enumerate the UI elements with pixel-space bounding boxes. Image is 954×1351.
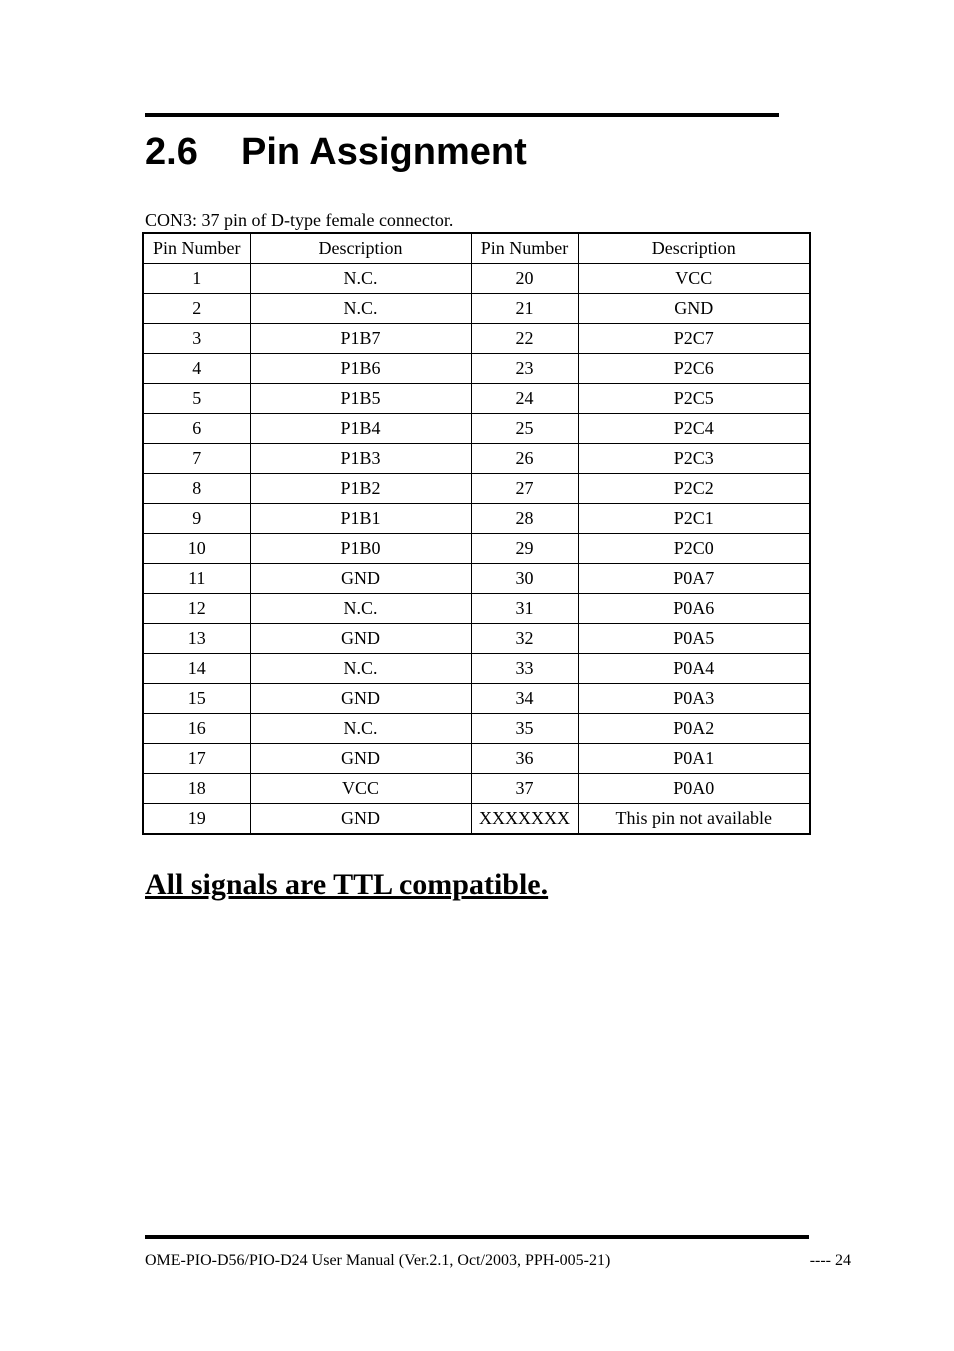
cell-pin-right: 21 [471, 294, 578, 324]
cell-pin-left: 9 [143, 504, 250, 534]
cell-desc-right: This pin not available [578, 804, 810, 835]
cell-desc-left: P1B2 [250, 474, 471, 504]
table-row [143, 324, 810, 354]
table-row [143, 624, 810, 654]
cell-desc-right: P0A1 [578, 744, 810, 774]
table-row [143, 654, 810, 684]
header-description-left: Description [250, 233, 471, 264]
cell-desc-left: VCC [250, 774, 471, 804]
section-number: 2.6 [145, 131, 198, 173]
cell-pin-right: 37 [471, 774, 578, 804]
cell-pin-right: 32 [471, 624, 578, 654]
table-row [143, 534, 810, 564]
cell-desc-right: P0A3 [578, 684, 810, 714]
cell-desc-left: P1B3 [250, 444, 471, 474]
cell-pin-left: 6 [143, 414, 250, 444]
header-description-right: Description [578, 233, 810, 264]
cell-pin-right: 31 [471, 594, 578, 624]
section-title: Pin Assignment [241, 131, 527, 173]
cell-pin-left: 15 [143, 684, 250, 714]
cell-desc-right: P0A0 [578, 774, 810, 804]
cell-desc-left: GND [250, 744, 471, 774]
table-row [143, 714, 810, 744]
footer-manual-title: OME-PIO-D56/PIO-D24 User Manual (Ver.2.1, Oct/2003, PPH-005-21) [145, 1252, 611, 1269]
cell-desc-left: GND [250, 684, 471, 714]
cell-pin-right: 36 [471, 744, 578, 774]
cell-pin-right: 26 [471, 444, 578, 474]
pin-assignment-table [142, 232, 811, 835]
table-header-row [143, 233, 810, 264]
table-row [143, 504, 810, 534]
cell-desc-right: P2C5 [578, 384, 810, 414]
cell-pin-right: 33 [471, 654, 578, 684]
cell-pin-left: 18 [143, 774, 250, 804]
cell-desc-left: N.C. [250, 714, 471, 744]
cell-pin-left: 3 [143, 324, 250, 354]
header-pin-number-left: Pin Number [143, 233, 250, 264]
cell-pin-right: XXXXXXX [471, 804, 578, 835]
cell-pin-left: 4 [143, 354, 250, 384]
table-row [143, 354, 810, 384]
cell-desc-left: P1B7 [250, 324, 471, 354]
cell-desc-left: GND [250, 564, 471, 594]
cell-pin-left: 19 [143, 804, 250, 835]
cell-pin-left: 1 [143, 264, 250, 294]
cell-desc-right: P0A7 [578, 564, 810, 594]
bottom-rule [145, 1235, 809, 1239]
cell-pin-right: 27 [471, 474, 578, 504]
cell-pin-right: 22 [471, 324, 578, 354]
cell-desc-right: P0A6 [578, 594, 810, 624]
top-rule [145, 113, 779, 117]
section-heading [145, 126, 527, 178]
ttl-note: All signals are TTL compatible. [145, 868, 549, 901]
cell-desc-left: N.C. [250, 594, 471, 624]
cell-desc-left: N.C. [250, 294, 471, 324]
table-body [143, 264, 810, 835]
cell-desc-left: P1B0 [250, 534, 471, 564]
footer-page-number: ---- 24 [809, 1252, 851, 1269]
cell-desc-left: GND [250, 804, 471, 835]
table-row [143, 444, 810, 474]
table-row [143, 294, 810, 324]
cell-desc-right: P2C6 [578, 354, 810, 384]
cell-desc-right: GND [578, 294, 810, 324]
cell-pin-right: 35 [471, 714, 578, 744]
cell-desc-right: P0A5 [578, 624, 810, 654]
cell-desc-right: P2C1 [578, 504, 810, 534]
cell-desc-left: P1B5 [250, 384, 471, 414]
cell-desc-left: N.C. [250, 264, 471, 294]
cell-pin-right: 25 [471, 414, 578, 444]
cell-pin-left: 11 [143, 564, 250, 594]
cell-pin-left: 12 [143, 594, 250, 624]
cell-pin-right: 24 [471, 384, 578, 414]
cell-desc-right: P2C2 [578, 474, 810, 504]
table-row [143, 774, 810, 804]
cell-desc-left: P1B1 [250, 504, 471, 534]
cell-desc-right: P0A2 [578, 714, 810, 744]
table-row [143, 804, 810, 835]
table-row [143, 264, 810, 294]
cell-desc-left: P1B4 [250, 414, 471, 444]
header-pin-number-right: Pin Number [471, 233, 578, 264]
table-row [143, 474, 810, 504]
cell-desc-right: P2C0 [578, 534, 810, 564]
table-row [143, 744, 810, 774]
table-row [143, 594, 810, 624]
cell-desc-right: P0A4 [578, 654, 810, 684]
cell-pin-right: 29 [471, 534, 578, 564]
table-row [143, 684, 810, 714]
cell-pin-right: 20 [471, 264, 578, 294]
table-row [143, 414, 810, 444]
cell-pin-left: 10 [143, 534, 250, 564]
cell-desc-right: P2C4 [578, 414, 810, 444]
table-row [143, 564, 810, 594]
cell-desc-left: GND [250, 624, 471, 654]
cell-desc-right: VCC [578, 264, 810, 294]
cell-desc-right: P2C7 [578, 324, 810, 354]
cell-pin-left: 13 [143, 624, 250, 654]
cell-pin-right: 34 [471, 684, 578, 714]
cell-pin-left: 16 [143, 714, 250, 744]
cell-pin-right: 28 [471, 504, 578, 534]
table-caption: CON3: 37 pin of D-type female connector. [145, 210, 454, 230]
cell-pin-left: 8 [143, 474, 250, 504]
cell-pin-left: 17 [143, 744, 250, 774]
cell-desc-left: P1B6 [250, 354, 471, 384]
cell-pin-left: 5 [143, 384, 250, 414]
cell-pin-left: 2 [143, 294, 250, 324]
table-row [143, 384, 810, 414]
cell-desc-left: N.C. [250, 654, 471, 684]
cell-pin-right: 23 [471, 354, 578, 384]
cell-pin-right: 30 [471, 564, 578, 594]
cell-pin-left: 14 [143, 654, 250, 684]
cell-desc-right: P2C3 [578, 444, 810, 474]
cell-pin-left: 7 [143, 444, 250, 474]
